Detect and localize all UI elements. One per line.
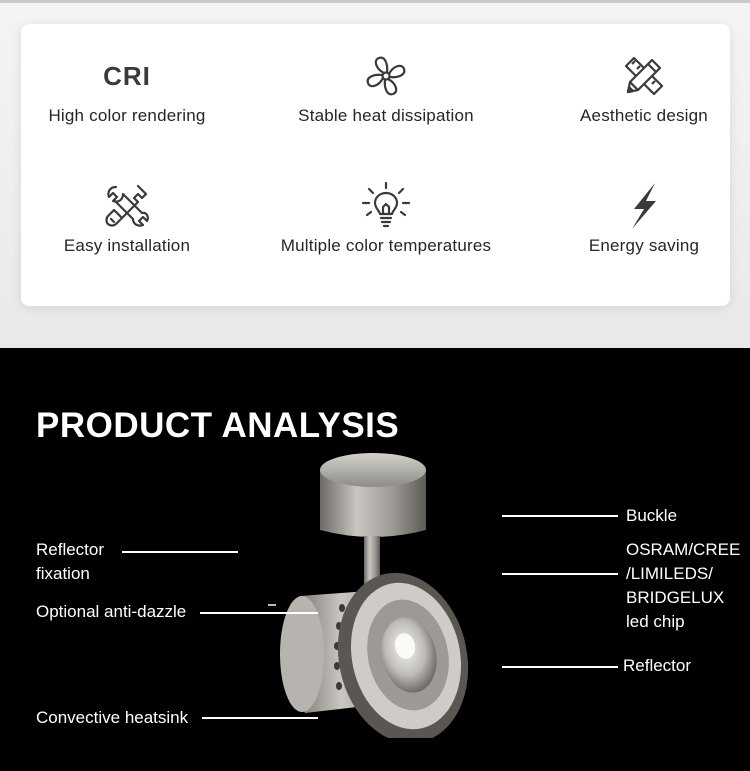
- callout-convective-heatsink: Convective heatsink: [36, 708, 189, 727]
- feature-stable-heat-dissipation: [266, 52, 506, 126]
- lightning-icon: [622, 181, 666, 231]
- feature-aesthetic-design: [524, 52, 750, 126]
- feature-label: Multiple color temperatures: [280, 236, 492, 255]
- features-section: [0, 0, 750, 348]
- product-analysis-section: [0, 348, 750, 771]
- leader-line: [502, 666, 618, 668]
- leader-line: [122, 551, 238, 553]
- feature-label: Stable heat dissipation: [298, 106, 474, 125]
- lightbulb-icon: [361, 181, 411, 231]
- feature-label: Easy installation: [63, 236, 191, 255]
- leader-line: [502, 515, 618, 517]
- spotlight-product-image: [260, 448, 490, 738]
- callout-led-chip: OSRAM/CREE /LIMILEDS/ BRIDGELUX led chip: [626, 540, 741, 631]
- leader-line: [502, 573, 618, 575]
- callout-reflector: Reflector: [623, 656, 692, 675]
- callout-reflector-fixation: Reflector fixation: [36, 540, 105, 583]
- feature-label: High color rendering: [48, 106, 206, 125]
- callout-buckle: Buckle: [626, 506, 678, 525]
- callout-optional-anti-dazzle: Optional anti-dazzle: [36, 602, 187, 621]
- feature-easy-installation: [7, 182, 247, 256]
- tools-icon: [102, 181, 152, 231]
- feature-energy-saving: [524, 182, 750, 256]
- features-card: [21, 24, 730, 306]
- cri-icon: CRI: [103, 60, 151, 91]
- feature-high-color-rendering: [7, 52, 247, 126]
- feature-multiple-color-temperatures: [266, 182, 506, 256]
- leader-line: [202, 717, 318, 719]
- fan-icon: [363, 53, 409, 99]
- feature-label: Energy saving: [588, 236, 700, 255]
- section-title: PRODUCT ANALYSIS: [36, 406, 400, 445]
- feature-label: Aesthetic design: [580, 106, 708, 125]
- leader-line: [200, 612, 318, 614]
- pencil-ruler-icon: [622, 54, 666, 98]
